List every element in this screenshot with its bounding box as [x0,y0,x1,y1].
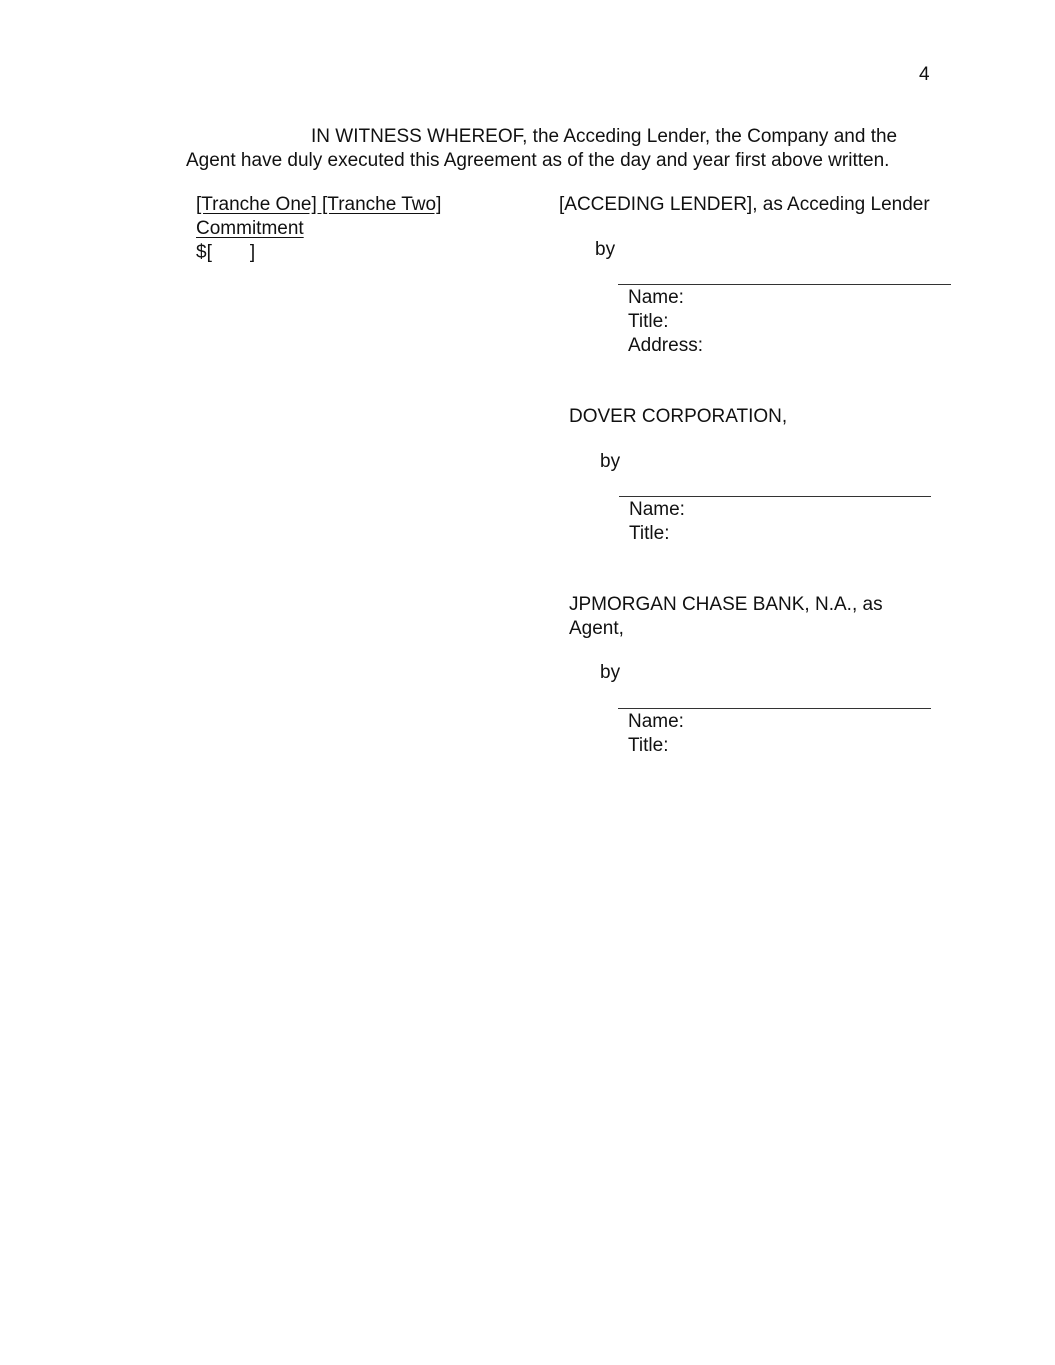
agent-title-label: Title: [628,735,669,756]
acceding-lender-heading: [ACCEDING LENDER], as Acceding Lender [559,194,930,215]
agent-name-label: Name: [628,711,684,732]
acceding-lender-signature-line [618,284,951,285]
acceding-lender-name-label: Name: [628,287,684,308]
agent-heading-line-2: Agent, [569,618,624,639]
page-number: 4 [919,64,930,85]
agent-signature-line [618,708,931,709]
acceding-lender-address-label: Address: [628,335,703,356]
company-by: by [600,451,621,472]
company-name-label: Name: [629,499,685,520]
company-heading: DOVER CORPORATION, [569,406,788,427]
commitment-label: Commitment [196,218,304,239]
commitment-amount-close: ] [249,242,256,263]
agent-by: by [600,662,621,683]
commitment-amount [196,241,255,265]
company-title-label: Title: [629,523,670,544]
witness-paragraph-line-1: IN WITNESS WHEREOF, the Acceding Lender, the Company and the [311,126,898,147]
commitment-amount-open: $[ [196,242,212,263]
agent-heading-line-1: JPMORGAN CHASE BANK, N.A., as [569,594,883,615]
acceding-lender-title-label: Title: [628,311,669,332]
commitment-tranche-label: [Tranche One] [Tranche Two] [196,194,442,215]
witness-paragraph-line-2: Agent have duly executed this Agreement as of the day and year first above written. [186,150,890,171]
acceding-lender-by: by [595,239,616,260]
company-signature-line [619,496,931,497]
